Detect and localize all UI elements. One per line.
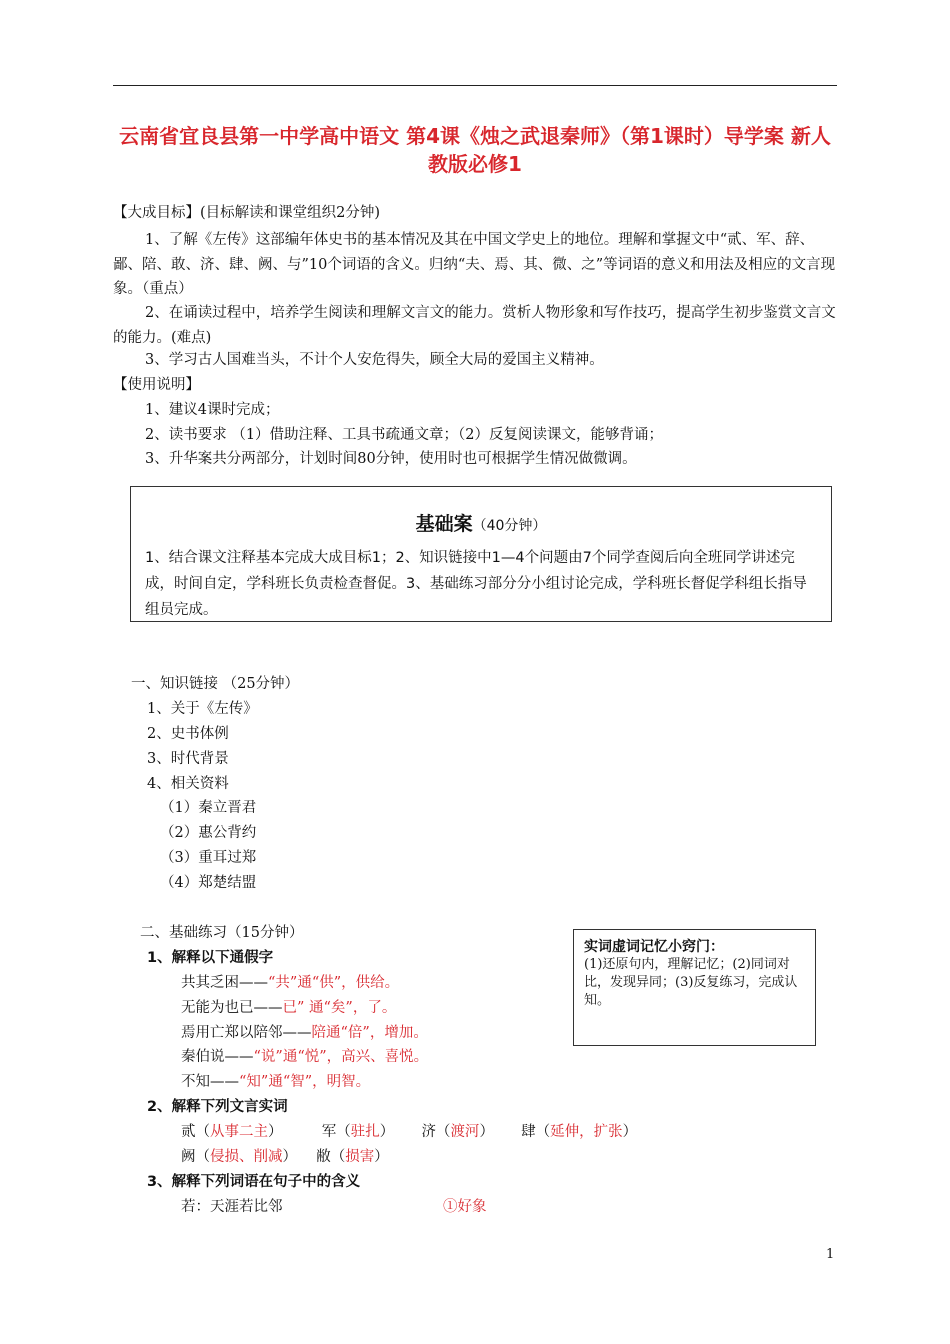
knowledge-item: 4、相关资料	[147, 776, 229, 792]
shici-line	[181, 1122, 637, 1142]
shici-word: 军（	[321, 1124, 351, 1140]
practice-q2: 2、解释下列文言实词	[147, 1099, 288, 1115]
base-section-body: 1、结合课文注释基本完成大成目标1；2、知识链接中1—4个问题由7个同学查阅后向全班同学讲述完成，时间自定，学科班长负责检查督促。3、基础练习部分分小组讨论完成，学科班长督促学科组长指导组员完成。	[145, 550, 807, 618]
tongjia-answer: 已” 通“矣”，了。	[282, 1000, 397, 1016]
shici-answer: 渡河	[450, 1124, 480, 1140]
tongjia-word: 无能为也已——	[181, 1000, 283, 1016]
shici-close: ）	[282, 1149, 297, 1165]
tongjia-word: 共其乏困——	[181, 975, 268, 991]
tongjia-word: 不知——	[181, 1074, 239, 1090]
base-section-box	[130, 486, 832, 622]
usage-item-2: 2、读书要求 （1）借助注释、工具书疏通文章；（2）反复阅读课文，能够背诵；	[145, 427, 664, 443]
goal-item-3: 3、学习古人国难当头，不计个人安危得失，顾全大局的爱国主义精神。	[145, 352, 604, 368]
knowledge-heading: 一、知识链接 （25分钟）	[131, 676, 300, 692]
document-title: 云南省宜良县第一中学高中语文 第4课《烛之武退秦师》（第1课时）导学案 新人教版必修1	[119, 124, 831, 176]
tongjia-answer: “共”通“供”，供给。	[268, 975, 400, 991]
tongjia-word: 秦伯说——	[181, 1049, 254, 1065]
knowledge-item: 3、时代背景	[147, 751, 229, 767]
memory-tip-box	[573, 929, 816, 1046]
base-title-text: 基础案	[415, 513, 473, 535]
practice-q1: 1、解释以下通假字	[147, 950, 274, 966]
base-time-text: （40分钟）	[472, 518, 547, 534]
q3-item: 若：天涯若比邻	[181, 1199, 283, 1215]
knowledge-item: 1、关于《左传》	[147, 701, 258, 717]
shici-line	[181, 1147, 389, 1167]
shici-answer: 从事二主	[210, 1124, 268, 1140]
tongjia-answer: 陪通“倍”，增加。	[311, 1025, 428, 1041]
goal-item-2: 2、在诵读过程中，培养学生阅读和理解文言文的能力。赏析人物形象和写作技巧，提高学生初步鉴赏文言文的能力。(难点)	[113, 305, 836, 346]
shici-answer: 损害	[345, 1149, 375, 1165]
shici-word: 阙（	[181, 1149, 210, 1165]
tongjia-line	[181, 1072, 370, 1092]
shici-close: ）	[622, 1124, 638, 1140]
tongjia-line	[181, 998, 396, 1018]
base-section-title	[131, 509, 831, 536]
usage-item-1: 1、建议4课时完成；	[145, 402, 280, 418]
header-rule	[113, 85, 837, 86]
shici-word: 贰（	[181, 1124, 210, 1140]
knowledge-subitem: （4）郑楚结盟	[160, 875, 257, 891]
knowledge-subitem: （2）惠公背约	[160, 825, 257, 841]
shici-word: 肆（	[521, 1124, 551, 1140]
knowledge-subitem: （1）秦立晋君	[160, 800, 257, 816]
goal-item-1: 1、了解《左传》这部编年体史书的基本情况及其在中国文学史上的地位。理解和掌握文中“贰、军、辞、鄙、陪、敢、济、肆、阙、与”10个词语的含义。归纳“夫、焉、其、微、之”等词语的意义和用法及相应的文言现象。（重点）	[113, 232, 836, 297]
tongjia-answer: “知”通“智”，明智。	[239, 1074, 371, 1090]
usage-item-3: 3、升华案共分两部分，计划时间80分钟，使用时也可根据学生情况做微调。	[145, 451, 637, 467]
shici-answer: 驻扎	[350, 1124, 380, 1140]
practice-q3: 3、解释下列词语在句子中的含义	[147, 1174, 361, 1190]
shici-close: ）	[479, 1124, 494, 1140]
practice-heading: 二、基础练习（15分钟）	[140, 925, 304, 941]
goals-heading: 【大成目标】(目标解读和课堂组织2分钟)	[113, 205, 381, 221]
tip-body: (1)还原句内，理解记忆；(2)同词对比，发现异同；(3)反复练习，完成认知。	[584, 957, 798, 1008]
tongjia-word: 焉用亡郑以陪邻——	[181, 1025, 312, 1041]
shici-close: ）	[374, 1149, 389, 1165]
tongjia-line	[181, 1047, 428, 1067]
shici-close: ）	[379, 1124, 395, 1140]
knowledge-subitem: （3）重耳过郑	[160, 850, 257, 866]
tongjia-line	[181, 1023, 428, 1043]
shici-close: ）	[268, 1124, 283, 1140]
knowledge-item: 2、史书体例	[147, 726, 229, 742]
usage-heading: 【使用说明】	[113, 377, 200, 393]
shici-answer: 延伸，扩张	[550, 1124, 623, 1140]
tongjia-line	[181, 973, 399, 993]
shici-answer: 侵损、削减	[210, 1149, 283, 1165]
page-number: 1	[826, 1247, 835, 1262]
tip-title: 实词虚词记忆小窍门：	[584, 939, 724, 955]
q3-answer: ①好象	[443, 1199, 487, 1215]
shici-word: 济（	[421, 1124, 451, 1140]
tongjia-answer: “说”通“悦”，高兴、喜悦。	[253, 1049, 429, 1065]
shici-word: 敝（	[316, 1149, 346, 1165]
